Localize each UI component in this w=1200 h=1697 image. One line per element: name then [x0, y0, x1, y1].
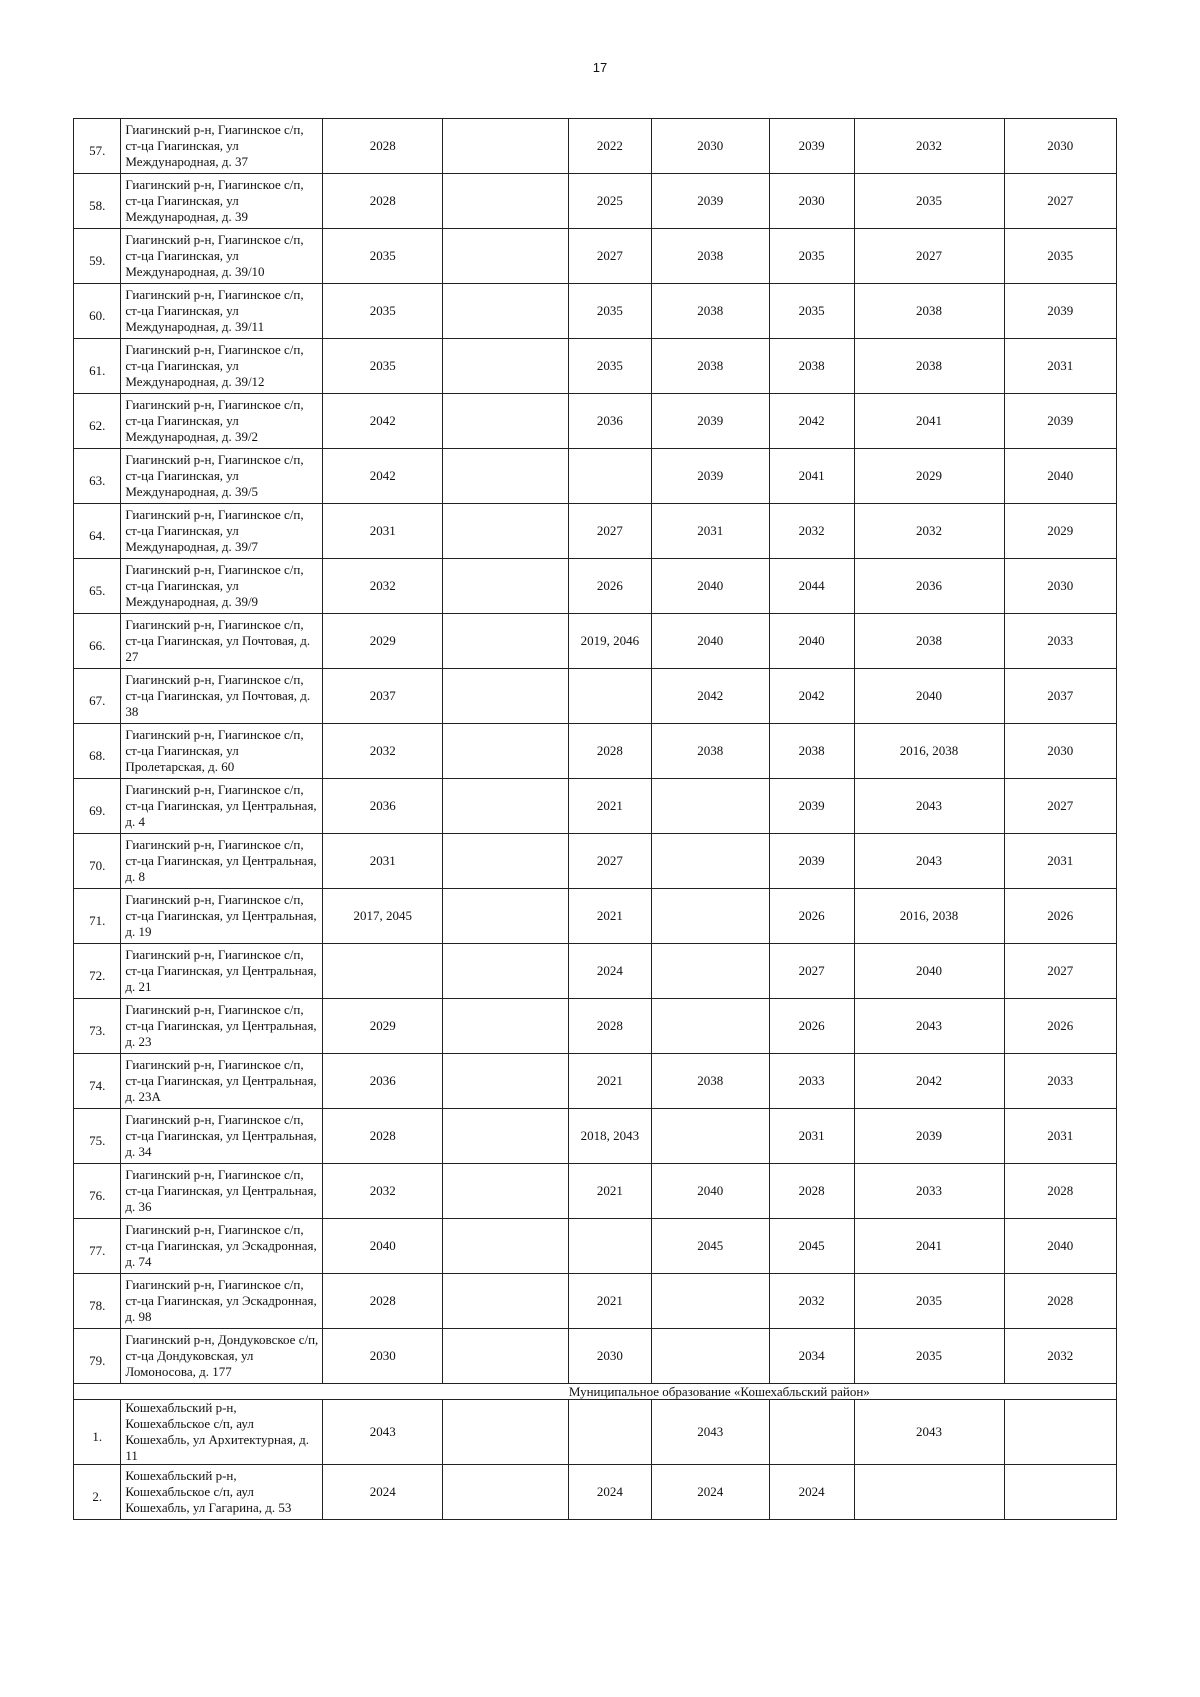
address-cell: Гиагинский р-н, Гиагинское с/п, ст-ца Гиагинская, ул Международная, д. 39/12 — [121, 339, 323, 394]
year-cell-3: 2021 — [569, 1274, 652, 1329]
table-row — [74, 449, 1117, 504]
year-cell-5: 2032 — [769, 504, 854, 559]
row-number-cell: 73. — [74, 999, 121, 1054]
table-row — [74, 834, 1117, 889]
row-number-cell: 74. — [74, 1054, 121, 1109]
year-cell-7: 2030 — [1004, 559, 1117, 614]
year-cell-1: 2042 — [323, 449, 443, 504]
address-cell: Кошехабльский р-н, Кошехабльское с/п, аул Кошехабль, ул Гагарина, д. 53 — [121, 1465, 323, 1520]
year-cell-7: 2039 — [1004, 394, 1117, 449]
year-cell-3: 2035 — [569, 339, 652, 394]
year-cell-1: 2042 — [323, 394, 443, 449]
year-cell-4: 2040 — [651, 1164, 769, 1219]
table-row — [74, 1164, 1117, 1219]
year-cell-2 — [443, 339, 569, 394]
address-cell: Гиагинский р-н, Дондуковское с/п, ст-ца Дондуковская, ул Ломоносова, д. 177 — [121, 1329, 323, 1384]
year-cell-3 — [569, 1400, 652, 1465]
year-cell-7: 2040 — [1004, 449, 1117, 504]
address-cell: Гиагинский р-н, Гиагинское с/п, ст-ца Гиагинская, ул Пролетарская, д. 60 — [121, 724, 323, 779]
year-cell-3 — [569, 1219, 652, 1274]
year-cell-4 — [651, 889, 769, 944]
year-cell-2 — [443, 1465, 569, 1520]
year-cell-4: 2040 — [651, 559, 769, 614]
row-number-cell: 60. — [74, 284, 121, 339]
year-cell-7 — [1004, 1400, 1117, 1465]
year-cell-4: 2031 — [651, 504, 769, 559]
table-row — [74, 779, 1117, 834]
year-cell-3: 2021 — [569, 1054, 652, 1109]
table-row — [74, 1274, 1117, 1329]
year-cell-6: 2035 — [854, 1274, 1004, 1329]
row-number-cell: 68. — [74, 724, 121, 779]
year-cell-7: 2026 — [1004, 889, 1117, 944]
section-title: Муниципальное образование «Кошехабльский район» — [323, 1384, 1117, 1400]
year-cell-6: 2043 — [854, 999, 1004, 1054]
year-cell-3: 2027 — [569, 504, 652, 559]
year-cell-5 — [769, 1400, 854, 1465]
row-number-cell: 2. — [74, 1465, 121, 1520]
year-cell-6: 2043 — [854, 779, 1004, 834]
year-cell-5: 2039 — [769, 834, 854, 889]
year-cell-3: 2030 — [569, 1329, 652, 1384]
year-cell-4: 2024 — [651, 1465, 769, 1520]
year-cell-6: 2032 — [854, 119, 1004, 174]
address-cell: Гиагинский р-н, Гиагинское с/п, ст-ца Гиагинская, ул Центральная, д. 8 — [121, 834, 323, 889]
year-cell-5: 2035 — [769, 284, 854, 339]
year-cell-1: 2017, 2045 — [323, 889, 443, 944]
year-cell-4 — [651, 1109, 769, 1164]
year-cell-2 — [443, 944, 569, 999]
year-cell-1: 2037 — [323, 669, 443, 724]
year-cell-6: 2042 — [854, 1054, 1004, 1109]
row-number-cell: 69. — [74, 779, 121, 834]
year-cell-7: 2027 — [1004, 174, 1117, 229]
year-cell-3: 2025 — [569, 174, 652, 229]
year-cell-4 — [651, 944, 769, 999]
year-cell-1: 2032 — [323, 1164, 443, 1219]
year-cell-2 — [443, 1400, 569, 1465]
year-cell-2 — [443, 284, 569, 339]
address-cell: Гиагинский р-н, Гиагинское с/п, ст-ца Гиагинская, ул Почтовая, д. 27 — [121, 614, 323, 669]
year-cell-4 — [651, 1274, 769, 1329]
year-cell-3: 2024 — [569, 944, 652, 999]
row-number-cell: 63. — [74, 449, 121, 504]
year-cell-3 — [569, 669, 652, 724]
year-cell-2 — [443, 559, 569, 614]
year-cell-6: 2040 — [854, 944, 1004, 999]
year-cell-2 — [443, 119, 569, 174]
year-cell-7: 2037 — [1004, 669, 1117, 724]
year-cell-6: 2016, 2038 — [854, 889, 1004, 944]
table-row — [74, 614, 1117, 669]
address-cell: Гиагинский р-н, Гиагинское с/п, ст-ца Гиагинская, ул Центральная, д. 4 — [121, 779, 323, 834]
address-cell: Гиагинский р-н, Гиагинское с/п, ст-ца Гиагинская, ул Эскадронная, д. 74 — [121, 1219, 323, 1274]
year-cell-5: 2026 — [769, 999, 854, 1054]
year-cell-5: 2027 — [769, 944, 854, 999]
year-cell-3: 2028 — [569, 724, 652, 779]
year-cell-2 — [443, 504, 569, 559]
year-cell-4: 2038 — [651, 1054, 769, 1109]
year-cell-4: 2040 — [651, 614, 769, 669]
address-cell: Гиагинский р-н, Гиагинское с/п, ст-ца Гиагинская, ул Международная, д. 39/10 — [121, 229, 323, 284]
year-cell-3: 2028 — [569, 999, 652, 1054]
row-number-cell: 59. — [74, 229, 121, 284]
year-cell-5: 2030 — [769, 174, 854, 229]
year-cell-3: 2021 — [569, 889, 652, 944]
year-cell-3: 2036 — [569, 394, 652, 449]
year-cell-6: 2035 — [854, 174, 1004, 229]
year-cell-4: 2039 — [651, 174, 769, 229]
year-cell-5: 2035 — [769, 229, 854, 284]
table-row — [74, 724, 1117, 779]
year-cell-5: 2042 — [769, 669, 854, 724]
year-cell-7 — [1004, 1465, 1117, 1520]
year-cell-7: 2028 — [1004, 1274, 1117, 1329]
year-cell-7: 2033 — [1004, 614, 1117, 669]
row-number-cell: 58. — [74, 174, 121, 229]
year-cell-4: 2045 — [651, 1219, 769, 1274]
year-cell-5: 2042 — [769, 394, 854, 449]
table-row — [74, 394, 1117, 449]
section-spacer — [74, 1384, 323, 1400]
table-row — [74, 1329, 1117, 1384]
year-cell-5: 2032 — [769, 1274, 854, 1329]
year-cell-5: 2024 — [769, 1465, 854, 1520]
year-cell-4: 2038 — [651, 229, 769, 284]
year-cell-1: 2024 — [323, 1465, 443, 1520]
address-cell: Кошехабльский р-н, Кошехабльское с/п, аул Кошехабль, ул Архитектурная, д. 11 — [121, 1400, 323, 1465]
year-cell-7: 2030 — [1004, 724, 1117, 779]
year-cell-2 — [443, 669, 569, 724]
row-number-cell: 78. — [74, 1274, 121, 1329]
year-cell-1: 2032 — [323, 559, 443, 614]
year-cell-1: 2036 — [323, 779, 443, 834]
year-cell-3: 2024 — [569, 1465, 652, 1520]
year-cell-1: 2028 — [323, 1109, 443, 1164]
year-cell-7: 2030 — [1004, 119, 1117, 174]
row-number-cell: 66. — [74, 614, 121, 669]
year-cell-2 — [443, 779, 569, 834]
table-row — [74, 504, 1117, 559]
address-cell: Гиагинский р-н, Гиагинское с/п, ст-ца Гиагинская, ул Международная, д. 39/7 — [121, 504, 323, 559]
table-row — [74, 1219, 1117, 1274]
year-cell-7: 2027 — [1004, 779, 1117, 834]
year-cell-5: 2041 — [769, 449, 854, 504]
year-cell-4: 2039 — [651, 449, 769, 504]
table-row — [74, 559, 1117, 614]
address-cell: Гиагинский р-н, Гиагинское с/п, ст-ца Гиагинская, ул Центральная, д. 21 — [121, 944, 323, 999]
year-cell-2 — [443, 834, 569, 889]
year-cell-6: 2040 — [854, 669, 1004, 724]
address-cell: Гиагинский р-н, Гиагинское с/п, ст-ца Гиагинская, ул Центральная, д. 23 — [121, 999, 323, 1054]
year-cell-1: 2028 — [323, 119, 443, 174]
year-cell-1: 2028 — [323, 174, 443, 229]
table-row — [74, 669, 1117, 724]
address-cell: Гиагинский р-н, Гиагинское с/п, ст-ца Гиагинская, ул Центральная, д. 19 — [121, 889, 323, 944]
row-number-cell: 75. — [74, 1109, 121, 1164]
year-cell-5: 2038 — [769, 339, 854, 394]
year-cell-1: 2035 — [323, 284, 443, 339]
year-cell-4: 2038 — [651, 339, 769, 394]
year-cell-4 — [651, 779, 769, 834]
year-cell-4 — [651, 999, 769, 1054]
year-cell-3: 2021 — [569, 779, 652, 834]
year-cell-7: 2031 — [1004, 339, 1117, 394]
year-cell-4: 2043 — [651, 1400, 769, 1465]
table-row — [74, 284, 1117, 339]
address-cell: Гиагинский р-н, Гиагинское с/п, ст-ца Гиагинская, ул Международная, д. 39/2 — [121, 394, 323, 449]
year-cell-2 — [443, 1219, 569, 1274]
year-cell-5: 2031 — [769, 1109, 854, 1164]
year-cell-4 — [651, 834, 769, 889]
year-cell-2 — [443, 1109, 569, 1164]
year-cell-6: 2027 — [854, 229, 1004, 284]
year-cell-5: 2038 — [769, 724, 854, 779]
address-cell: Гиагинский р-н, Гиагинское с/п, ст-ца Гиагинская, ул Центральная, д. 36 — [121, 1164, 323, 1219]
page-number: 17 — [592, 60, 608, 75]
row-number-cell: 64. — [74, 504, 121, 559]
year-cell-5: 2040 — [769, 614, 854, 669]
table-row — [74, 1400, 1117, 1465]
row-number-cell: 57. — [74, 119, 121, 174]
address-cell: Гиагинский р-н, Гиагинское с/п, ст-ца Гиагинская, ул Международная, д. 39/9 — [121, 559, 323, 614]
year-cell-6: 2041 — [854, 394, 1004, 449]
table-row — [74, 119, 1117, 174]
address-cell: Гиагинский р-н, Гиагинское с/п, ст-ца Гиагинская, ул Международная, д. 39/11 — [121, 284, 323, 339]
year-cell-1: 2035 — [323, 229, 443, 284]
year-cell-1: 2035 — [323, 339, 443, 394]
year-cell-5: 2026 — [769, 889, 854, 944]
year-cell-1: 2032 — [323, 724, 443, 779]
year-cell-7: 2032 — [1004, 1329, 1117, 1384]
year-cell-1: 2036 — [323, 1054, 443, 1109]
year-cell-6 — [854, 1465, 1004, 1520]
row-number-cell: 67. — [74, 669, 121, 724]
year-cell-6: 2043 — [854, 834, 1004, 889]
table-row — [74, 944, 1117, 999]
year-cell-3: 2021 — [569, 1164, 652, 1219]
year-cell-2 — [443, 614, 569, 669]
year-cell-6: 2039 — [854, 1109, 1004, 1164]
year-cell-7: 2040 — [1004, 1219, 1117, 1274]
table-row — [74, 999, 1117, 1054]
repair-schedule-table — [73, 118, 1117, 1520]
year-cell-6: 2043 — [854, 1400, 1004, 1465]
year-cell-1: 2031 — [323, 834, 443, 889]
year-cell-5: 2034 — [769, 1329, 854, 1384]
year-cell-4 — [651, 1329, 769, 1384]
row-number-cell: 62. — [74, 394, 121, 449]
year-cell-3: 2026 — [569, 559, 652, 614]
year-cell-5: 2033 — [769, 1054, 854, 1109]
address-cell: Гиагинский р-н, Гиагинское с/п, ст-ца Гиагинская, ул Центральная, д. 23А — [121, 1054, 323, 1109]
address-cell: Гиагинский р-н, Гиагинское с/п, ст-ца Гиагинская, ул Международная, д. 39 — [121, 174, 323, 229]
row-number-cell: 1. — [74, 1400, 121, 1465]
year-cell-7: 2029 — [1004, 504, 1117, 559]
year-cell-6: 2029 — [854, 449, 1004, 504]
year-cell-3: 2018, 2043 — [569, 1109, 652, 1164]
year-cell-1: 2028 — [323, 1274, 443, 1329]
table-row — [74, 1054, 1117, 1109]
year-cell-4: 2030 — [651, 119, 769, 174]
year-cell-6: 2032 — [854, 504, 1004, 559]
year-cell-1 — [323, 944, 443, 999]
year-cell-2 — [443, 1054, 569, 1109]
year-cell-1: 2043 — [323, 1400, 443, 1465]
year-cell-6: 2033 — [854, 1164, 1004, 1219]
row-number-cell: 71. — [74, 889, 121, 944]
year-cell-7: 2028 — [1004, 1164, 1117, 1219]
row-number-cell: 70. — [74, 834, 121, 889]
section-header-row — [74, 1384, 1117, 1400]
year-cell-6: 2035 — [854, 1329, 1004, 1384]
address-cell: Гиагинский р-н, Гиагинское с/п, ст-ца Гиагинская, ул Эскадронная, д. 98 — [121, 1274, 323, 1329]
address-cell: Гиагинский р-н, Гиагинское с/п, ст-ца Гиагинская, ул Центральная, д. 34 — [121, 1109, 323, 1164]
year-cell-4: 2039 — [651, 394, 769, 449]
year-cell-3: 2027 — [569, 834, 652, 889]
row-number-cell: 61. — [74, 339, 121, 394]
year-cell-6: 2016, 2038 — [854, 724, 1004, 779]
year-cell-2 — [443, 174, 569, 229]
year-cell-7: 2027 — [1004, 944, 1117, 999]
year-cell-2 — [443, 1164, 569, 1219]
row-number-cell: 77. — [74, 1219, 121, 1274]
year-cell-7: 2039 — [1004, 284, 1117, 339]
year-cell-5: 2039 — [769, 779, 854, 834]
year-cell-3: 2027 — [569, 229, 652, 284]
year-cell-6: 2038 — [854, 339, 1004, 394]
address-cell: Гиагинский р-н, Гиагинское с/п, ст-ца Гиагинская, ул Почтовая, д. 38 — [121, 669, 323, 724]
year-cell-3 — [569, 449, 652, 504]
address-cell: Гиагинский р-н, Гиагинское с/п, ст-ца Гиагинская, ул Международная, д. 37 — [121, 119, 323, 174]
year-cell-7: 2026 — [1004, 999, 1117, 1054]
year-cell-4: 2038 — [651, 724, 769, 779]
row-number-cell: 79. — [74, 1329, 121, 1384]
table-row — [74, 1109, 1117, 1164]
year-cell-2 — [443, 889, 569, 944]
year-cell-1: 2031 — [323, 504, 443, 559]
year-cell-6: 2041 — [854, 1219, 1004, 1274]
year-cell-2 — [443, 724, 569, 779]
year-cell-7: 2035 — [1004, 229, 1117, 284]
year-cell-3: 2019, 2046 — [569, 614, 652, 669]
year-cell-2 — [443, 229, 569, 284]
year-cell-1: 2029 — [323, 999, 443, 1054]
year-cell-7: 2031 — [1004, 1109, 1117, 1164]
year-cell-1: 2029 — [323, 614, 443, 669]
year-cell-7: 2031 — [1004, 834, 1117, 889]
section-table-body — [74, 1400, 1117, 1520]
year-cell-1: 2040 — [323, 1219, 443, 1274]
year-cell-1: 2030 — [323, 1329, 443, 1384]
row-number-cell: 72. — [74, 944, 121, 999]
table-body — [74, 119, 1117, 1384]
table-row — [74, 229, 1117, 284]
year-cell-2 — [443, 1329, 569, 1384]
year-cell-5: 2028 — [769, 1164, 854, 1219]
address-cell: Гиагинский р-н, Гиагинское с/п, ст-ца Гиагинская, ул Международная, д. 39/5 — [121, 449, 323, 504]
year-cell-2 — [443, 449, 569, 504]
year-cell-5: 2039 — [769, 119, 854, 174]
year-cell-4: 2038 — [651, 284, 769, 339]
year-cell-6: 2036 — [854, 559, 1004, 614]
year-cell-6: 2038 — [854, 284, 1004, 339]
year-cell-5: 2044 — [769, 559, 854, 614]
year-cell-2 — [443, 394, 569, 449]
row-number-cell: 65. — [74, 559, 121, 614]
row-number-cell: 76. — [74, 1164, 121, 1219]
year-cell-5: 2045 — [769, 1219, 854, 1274]
year-cell-4: 2042 — [651, 669, 769, 724]
table-row — [74, 339, 1117, 394]
table-row — [74, 1465, 1117, 1520]
year-cell-2 — [443, 999, 569, 1054]
year-cell-3: 2035 — [569, 284, 652, 339]
table-row — [74, 174, 1117, 229]
table-row — [74, 889, 1117, 944]
year-cell-2 — [443, 1274, 569, 1329]
year-cell-3: 2022 — [569, 119, 652, 174]
year-cell-7: 2033 — [1004, 1054, 1117, 1109]
year-cell-6: 2038 — [854, 614, 1004, 669]
